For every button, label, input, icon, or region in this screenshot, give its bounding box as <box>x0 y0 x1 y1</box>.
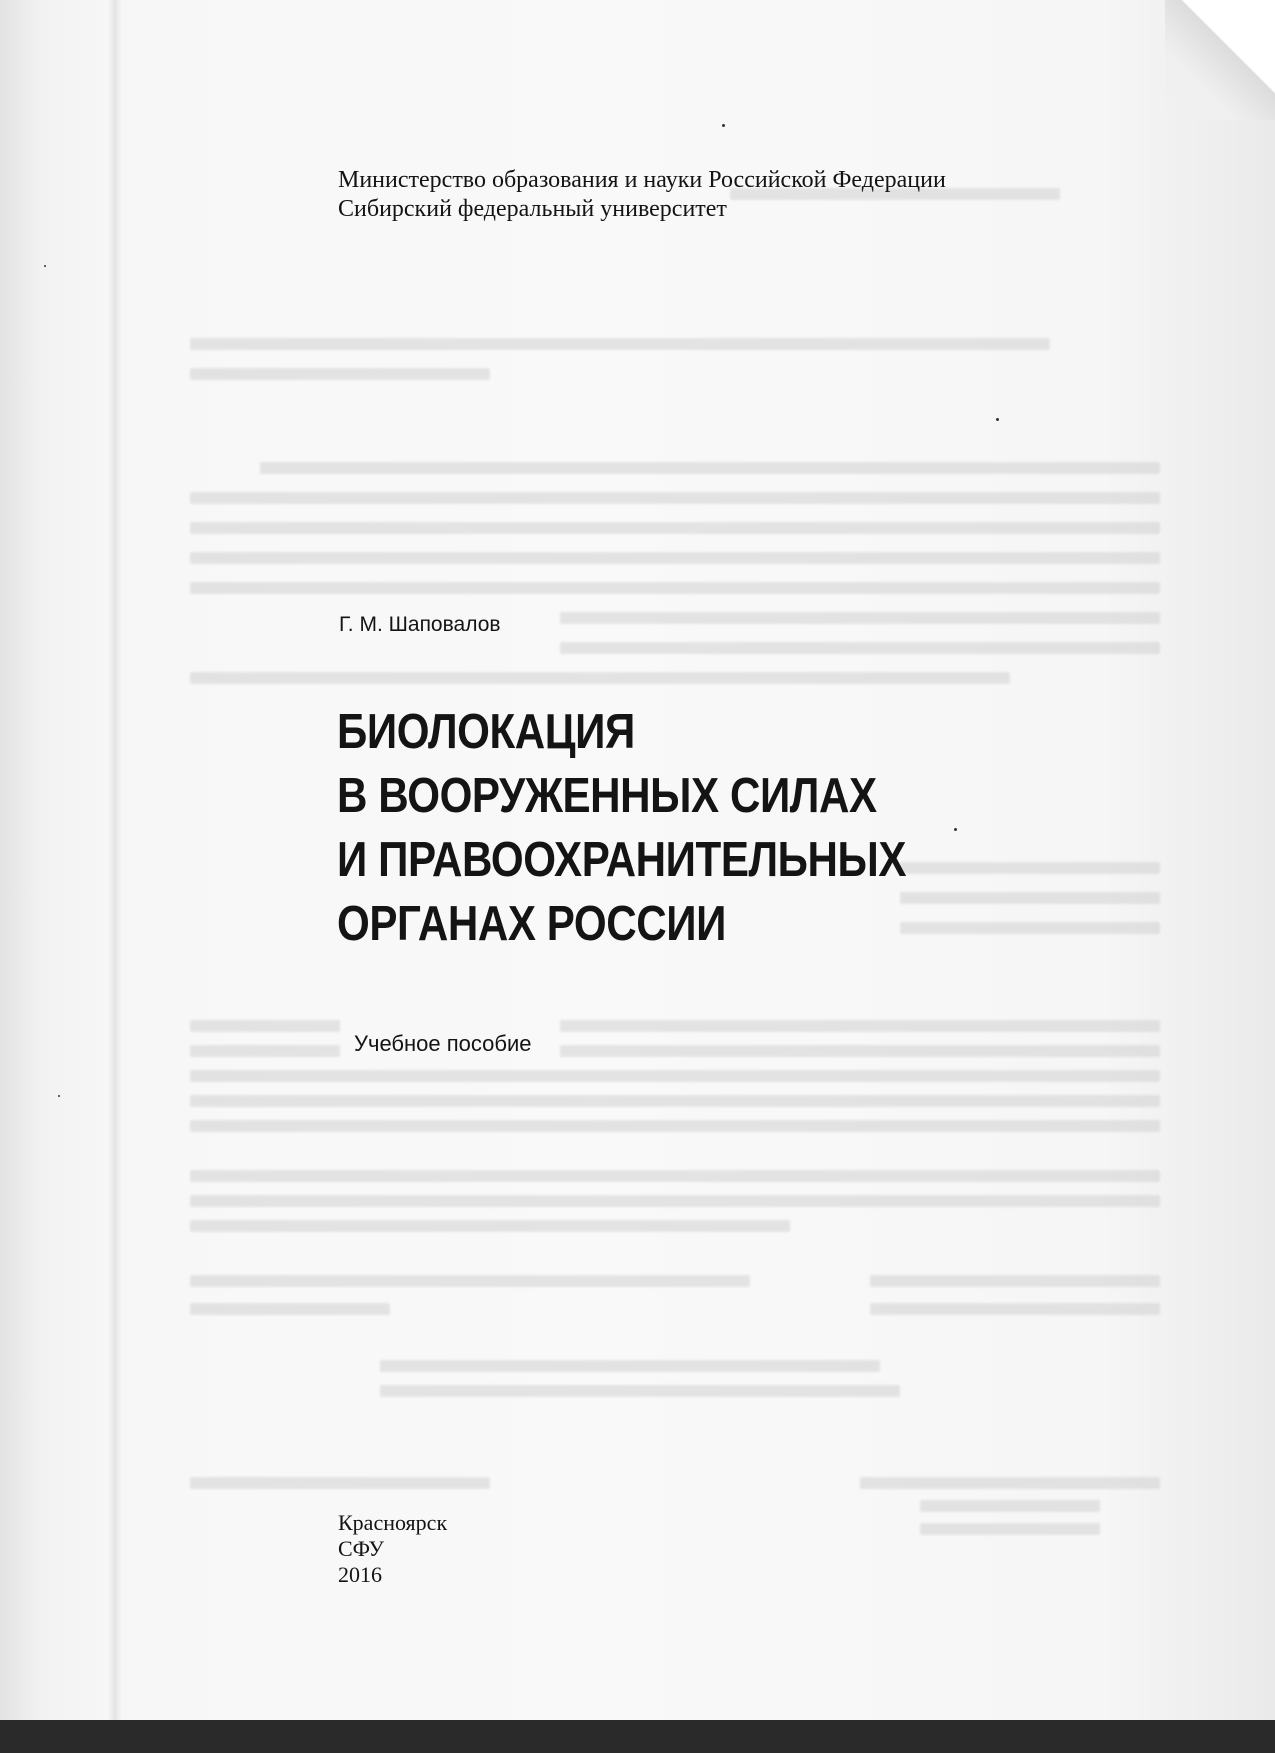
scan-speck <box>954 828 957 831</box>
bleed-through-line <box>190 1275 750 1287</box>
imprint-publisher: СФУ <box>338 1536 384 1561</box>
bleed-through-line <box>380 1360 880 1372</box>
bleed-through-line <box>190 582 1160 594</box>
bleed-through-line <box>870 1275 1160 1287</box>
bleed-through-line <box>560 612 1160 624</box>
scan-speck <box>58 1095 60 1097</box>
ministry-header <box>338 166 946 224</box>
book-title <box>337 700 906 956</box>
title-line-3: И ПРАВООХРАНИТЕЛЬНЫХ <box>337 833 907 887</box>
bleed-through-line <box>190 338 1050 350</box>
scan-speck <box>996 418 999 421</box>
bleed-through-line <box>190 492 1160 504</box>
title-line-2: В ВООРУЖЕННЫХ СИЛАХ <box>337 769 877 823</box>
scanner-bottom-edge <box>0 1720 1275 1753</box>
bleed-through-line <box>920 1523 1100 1535</box>
imprint <box>338 1510 447 1588</box>
ministry-name: Министерство образования и науки Российской Федерации <box>338 167 946 193</box>
title-line-4: ОРГАНАХ РОССИИ <box>337 897 726 951</box>
bleed-through-line <box>190 1303 390 1315</box>
bleed-through-line <box>190 552 1160 564</box>
bleed-through-line <box>190 368 490 380</box>
university-name: Сибирский федеральный университет <box>338 196 727 222</box>
bleed-through-line <box>190 1170 1160 1182</box>
bleed-through-line <box>560 1020 1160 1032</box>
imprint-city: Красноярск <box>338 1510 448 1535</box>
bleed-through-line <box>190 1220 790 1232</box>
bleed-through-line <box>190 1120 1160 1132</box>
bleed-through-line <box>900 862 1160 874</box>
bleed-through-line <box>900 922 1160 934</box>
publication-type: Учебное пособие <box>354 1031 532 1056</box>
bleed-through-line <box>900 892 1160 904</box>
bleed-through-line <box>190 522 1160 534</box>
bleed-through-line <box>190 1020 340 1032</box>
book-spine-shadow <box>108 0 122 1720</box>
bleed-through-line <box>870 1303 1160 1315</box>
scan-speck <box>722 124 725 127</box>
bleed-through-line <box>920 1500 1100 1512</box>
title-line-1: БИОЛОКАЦИЯ <box>337 705 635 759</box>
bleed-through-line <box>190 672 1010 684</box>
bleed-through-line <box>380 1385 900 1397</box>
bleed-through-line <box>190 1095 1160 1107</box>
bleed-through-line <box>260 462 1160 474</box>
imprint-year: 2016 <box>338 1562 382 1587</box>
folded-corner <box>1165 0 1275 120</box>
bleed-through-line <box>190 1045 340 1057</box>
author-name: Г. М. Шаповалов <box>339 613 501 636</box>
bleed-through-line <box>860 1477 1160 1489</box>
bleed-through-line <box>560 642 1160 654</box>
bleed-through-line <box>190 1477 490 1489</box>
scan-speck <box>44 265 46 267</box>
bleed-through-line <box>190 1070 1160 1082</box>
bleed-through-line <box>190 1195 1160 1207</box>
bleed-through-line <box>560 1045 1160 1057</box>
